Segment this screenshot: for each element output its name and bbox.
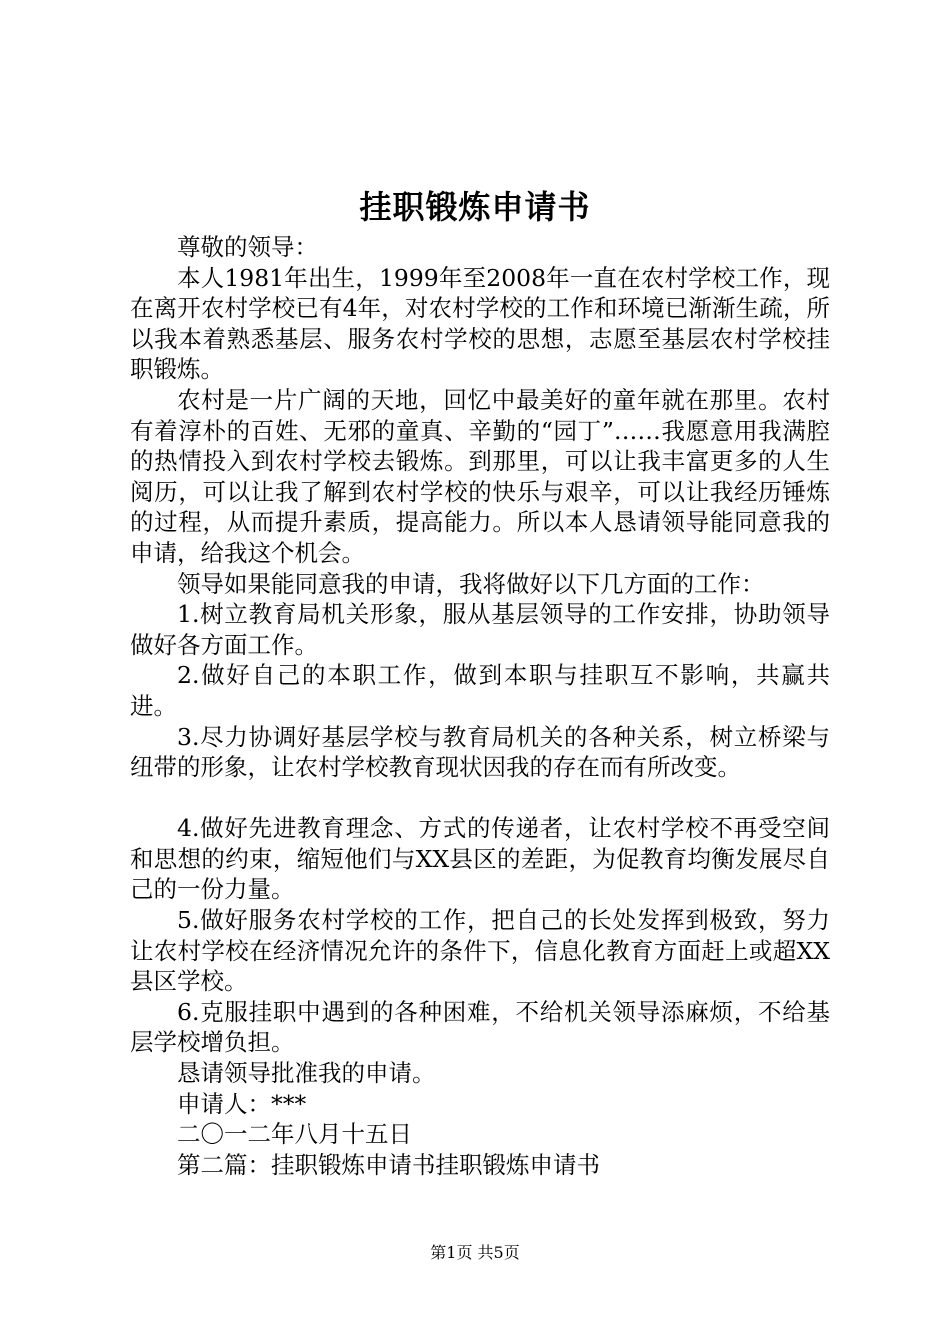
plan-item-4: 4.做好先进教育理念、方式的传递者，让农村学校不再受空间和思想的约束，缩短他们与XX县区的差距，为促教育均衡发展尽自己的一份力量。 <box>130 814 830 904</box>
document-title: 挂职锻炼申请书 <box>359 188 591 226</box>
plan-item-3: 3.尽力协调好基层学校与教育局机关的各种关系，树立桥梁与纽带的形象，让农村学校教育现状因我的存在而有所改变。 <box>130 722 830 782</box>
page-footer: 第1页 共5页 <box>430 1243 520 1262</box>
second-article-heading: 第二篇：挂职锻炼申请书挂职锻炼申请书 <box>177 1150 600 1179</box>
paragraph-plan-intro: 领导如果能同意我的申请，我将做好以下几方面的工作： <box>177 569 765 598</box>
plan-item-1: 1.树立教育局机关形象，服从基层领导的工作安排，协助领导做好各方面工作。 <box>130 600 830 659</box>
plan-item-5: 5.做好服务农村学校的工作，把自己的长处发挥到极致，努力让农村学校在经济情况允许的条件下，信息化教育方面赶上或超XX县区学校。 <box>130 906 830 996</box>
date-line: 二〇一二年八月十五日 <box>177 1120 412 1149</box>
plan-item-2: 2.做好自己的本职工作，做到本职与挂职互不影响，共赢共进。 <box>130 661 830 720</box>
plan-item-6: 6.克服挂职中遇到的各种困难，不给机关领导添麻烦，不给基层学校增负担。 <box>130 997 830 1057</box>
salutation: 尊敬的领导： <box>177 233 318 261</box>
document-body <box>130 232 830 1180</box>
paragraph-motivation: 农村是一片广阔的天地，回忆中最美好的童年就在那里。农村有着淳朴的百姓、无邪的童真、辛勤的“园丁”……我愿意用我满腔的热情投入到农村学校去锻炼。到那里，可以让我丰富更多的人生阅历，可以让我了解到农村学校的快乐与艰辛，可以让我经历锤炼的过程，从而提升素质，提高能力。所以本人恳请领导能同意我的申请，给我这个机会。 <box>130 385 830 567</box>
paragraph-intro: 本人1981年出生，1999年至2008年一直在农村学校工作，现在离开农村学校已有4年，对农村学校的工作和环境已渐渐生疏，所以我本着熟悉基层、服务农村学校的思想，志愿至基层农村学校挂职锻炼。 <box>130 263 830 384</box>
blank-line <box>130 783 830 814</box>
applicant-line: 申请人：*** <box>177 1089 307 1118</box>
closing-request: 恳请领导批准我的申请。 <box>177 1059 436 1088</box>
